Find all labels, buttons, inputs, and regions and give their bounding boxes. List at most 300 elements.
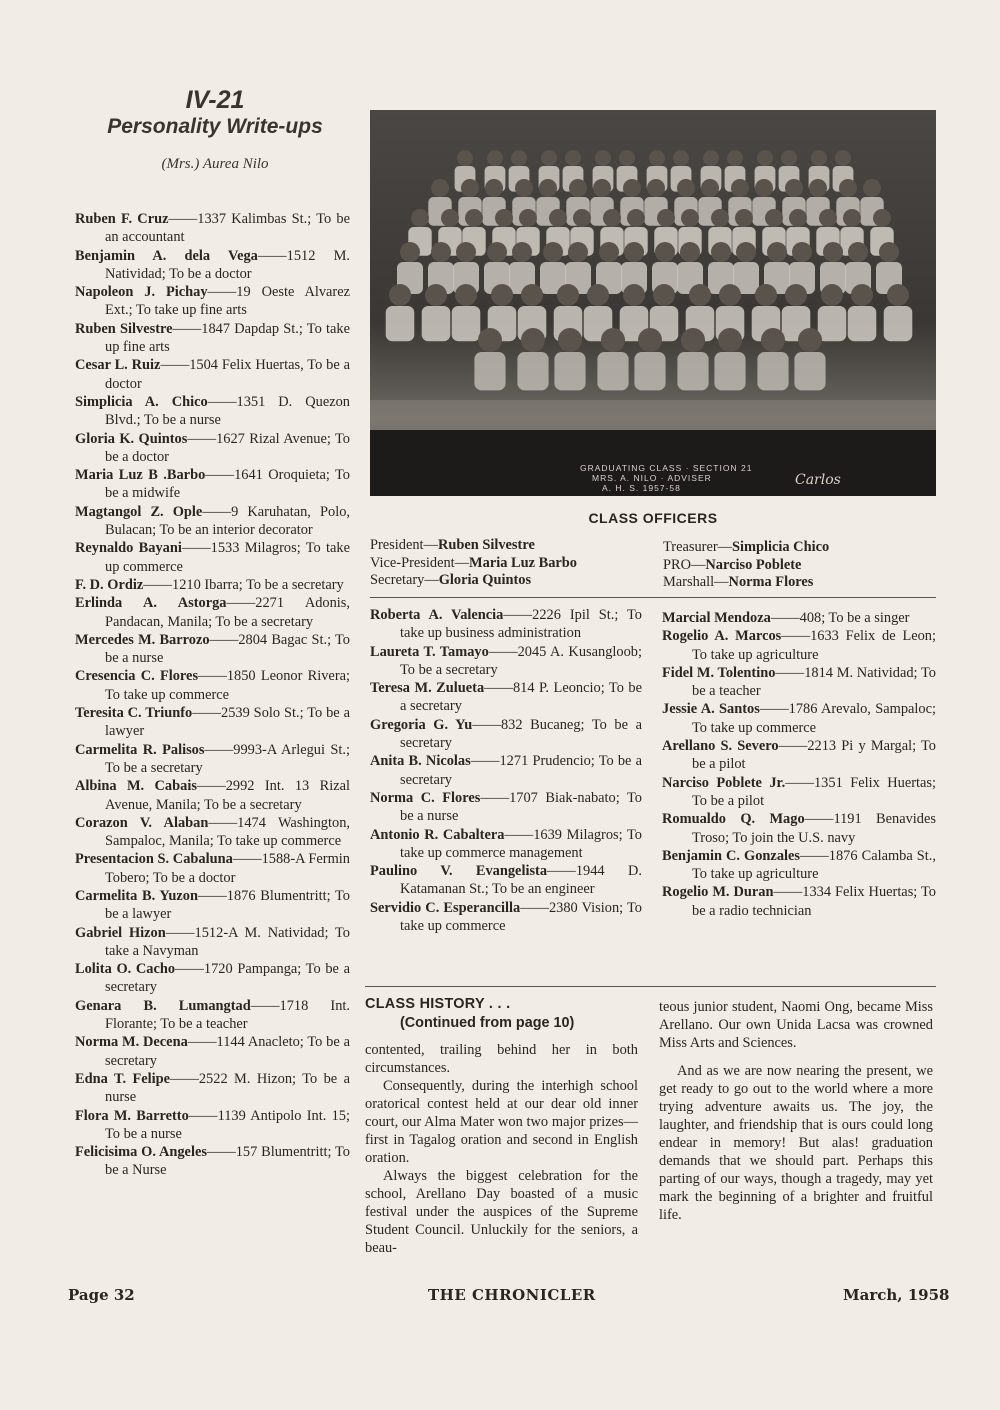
write-up-entry — [662, 700, 936, 737]
dash-separator: —— — [175, 961, 204, 978]
dash-separator: —— — [192, 705, 221, 722]
dash-separator: —— — [775, 664, 805, 681]
photo-figure-head — [851, 284, 873, 306]
photo-figure-head — [785, 179, 803, 197]
photo-figure-head — [719, 284, 741, 306]
photo-figure-head — [653, 284, 675, 306]
dash-separator: —— — [187, 430, 217, 447]
dash-separator: — — [424, 572, 439, 588]
write-up-entry — [662, 664, 936, 701]
photo-figure-head — [811, 150, 827, 166]
dash-separator: —— — [504, 826, 534, 843]
student-name: F. D. Ordiz — [75, 576, 144, 593]
photo-figure-body — [634, 352, 665, 390]
photo-figure-head — [718, 328, 742, 352]
class-photo-image — [370, 110, 936, 496]
photo-figure-head — [601, 328, 625, 352]
photo-figure-head — [456, 242, 476, 262]
student-name: Cesar L. Ruiz — [75, 357, 161, 374]
history-paragraph: teous junior student, Naomi Ong, became Miss Arellano. Our own Unida Lacsa was crowned Miss Arts and Sciences. — [659, 999, 933, 1051]
officer-role: President — [370, 537, 424, 553]
photo-figure-head — [736, 242, 756, 262]
dash-separator: —— — [547, 863, 576, 880]
photo-caption-line-3: A. H. S. 1957-58 — [602, 483, 681, 493]
student-name: Gloria K. Quintos — [75, 430, 188, 447]
student-name: Antonio R. Cabaltera — [370, 826, 505, 843]
student-name: Mercedes M. Barrozo — [75, 631, 210, 648]
dash-separator: —— — [188, 1107, 218, 1124]
photo-figure-head — [425, 284, 447, 306]
photo-figure-head — [478, 328, 502, 352]
write-up-entry — [662, 883, 936, 920]
write-up-entry — [75, 283, 350, 320]
class-history-column-1 — [365, 1041, 638, 1257]
photo-figure-head — [457, 150, 473, 166]
photo-figure-head — [599, 242, 619, 262]
dash-separator: —— — [257, 247, 287, 264]
dash-separator: —— — [250, 997, 280, 1014]
dash-separator: —— — [204, 741, 234, 758]
photo-figure-body — [422, 306, 451, 341]
photo-figure-head — [681, 328, 705, 352]
dash-separator: — — [691, 556, 706, 573]
dash-separator: —— — [198, 668, 227, 685]
photo-figure-head — [821, 284, 843, 306]
dash-separator: —— — [488, 643, 518, 660]
photo-figure-head — [521, 284, 543, 306]
dash-separator: —— — [168, 211, 198, 227]
student-name: Edna T. Felipe — [75, 1070, 171, 1087]
write-up-entry — [75, 466, 350, 503]
write-up-entry — [75, 1107, 350, 1144]
photo-figure-head — [657, 209, 675, 227]
write-up-entry — [370, 606, 642, 643]
officer-role: Vice-President — [370, 554, 455, 571]
dash-separator: —— — [206, 1144, 236, 1161]
student-name: Genara B. Lumangtad — [75, 997, 251, 1014]
photo-figure-body — [884, 306, 913, 341]
class-officers-title: CLASS OFFICERS — [588, 510, 718, 526]
photo-figure-body — [474, 352, 505, 390]
write-up-entry — [75, 960, 350, 997]
photo-figure-head — [879, 242, 899, 262]
write-up-entry — [662, 737, 936, 774]
write-up-entry — [75, 576, 350, 594]
student-details: 157 Blumentritt; To be a Nurse — [105, 1144, 351, 1179]
student-name: Maria Luz B .Barbo — [75, 467, 206, 484]
photographer-signature: Carlos — [795, 472, 841, 488]
student-details: 2539 Solo St.; To be a lawyer — [105, 705, 350, 740]
dash-separator: —— — [470, 753, 500, 770]
student-name: Ruben F. Cruz — [75, 211, 169, 227]
student-name: Paulino V. Evangelista — [370, 863, 548, 880]
history-paragraph: contented, trailing behind her in both circumstances. — [365, 1042, 638, 1076]
student-name: Lolita O. Cacho — [75, 961, 176, 978]
dash-separator: —— — [187, 1034, 217, 1051]
student-details: 2226 Ipil St.; To take up business administration — [400, 607, 642, 642]
photo-figure-head — [677, 179, 695, 197]
photo-figure-head — [649, 150, 665, 166]
student-name: Jessie A. Santos — [662, 701, 760, 718]
page-title: IV-21 — [185, 86, 245, 114]
dash-separator: —— — [778, 738, 808, 755]
photo-figure-head — [809, 179, 827, 197]
class-history-continued: (Continued from page 10) — [400, 1015, 575, 1031]
write-up-entry — [662, 774, 936, 811]
photo-figure-head — [541, 150, 557, 166]
photo-figure-head — [701, 179, 719, 197]
student-details: 1210 Ibarra; To be a secretary — [172, 576, 344, 593]
photo-figure-head — [519, 209, 537, 227]
photo-figure-head — [819, 209, 837, 227]
student-details: 2271 Adonis, Pandacan, Manila; To be a secretary — [105, 595, 350, 630]
photo-figure-body — [757, 352, 788, 390]
photo-figure-body — [714, 352, 745, 390]
student-name: Reynaldo Bayani — [75, 540, 182, 557]
dash-separator: —— — [800, 847, 829, 864]
write-up-entry — [75, 356, 350, 393]
student-details: 1847 Dapdap St.; To take up fine arts — [105, 320, 350, 356]
student-name: Rogelio A. Marcos — [662, 628, 782, 645]
write-up-entry — [370, 679, 642, 716]
photo-figure-head — [543, 242, 563, 262]
student-details: 1351 Felix Huertas; To be a pilot — [692, 774, 936, 809]
write-up-entry — [75, 320, 350, 357]
write-up-entry — [75, 814, 350, 851]
history-paragraph: And as we are now nearing the present, we get ready to go out to the world where a more trying adventure awaits us. The joy, the laughter, and friendship that is ours could long endear in memory! But alas! graduation demands that we should part. Perhaps this parting of our ways, though a tragedy, may yet mark the beginning of a brighter and fruitful life. — [659, 1063, 933, 1223]
officer-line — [370, 555, 650, 573]
photo-figure-head — [603, 209, 621, 227]
student-name: Norma M. Decena — [75, 1034, 188, 1051]
dash-separator: —— — [170, 1070, 199, 1087]
photo-figure-head — [485, 179, 503, 197]
officer-role: Secretary — [370, 572, 425, 588]
dash-separator: — — [423, 537, 438, 553]
photo-figure-body — [597, 352, 628, 390]
photo-caption-line-2: MRS. A. NILO · ADVISER — [592, 473, 712, 483]
photo-figure-head — [495, 209, 513, 227]
officer-line — [663, 539, 936, 557]
student-details: 832 Bucaneg; To be a secretary — [400, 716, 642, 752]
photo-figure-head — [521, 328, 545, 352]
student-details: 1533 Milagros; To take up commerce — [105, 540, 351, 575]
write-up-entry — [370, 716, 642, 753]
photo-figure-head — [619, 150, 635, 166]
student-details: 2522 M. Hizon; To be a nurse — [105, 1070, 350, 1106]
photo-figure-body — [517, 352, 548, 390]
photo-figure-body — [452, 306, 481, 341]
dash-separator: —— — [480, 789, 510, 806]
photo-figure-head — [873, 209, 891, 227]
class-photo — [370, 110, 936, 496]
write-up-entry — [75, 539, 350, 576]
publication-name: THE CHRONICLER — [428, 1286, 596, 1304]
student-details: 1512 M. Natividad; To be a doctor — [105, 247, 350, 282]
officer-line — [370, 572, 650, 590]
student-name: Benjamin A. dela Vega — [75, 247, 258, 264]
photo-figure-head — [727, 150, 743, 166]
photo-figure-head — [757, 150, 773, 166]
write-up-entry — [662, 627, 936, 664]
student-details: 408; To be a singer — [799, 610, 910, 626]
student-details: 1876 Calamba St., To take up agriculture — [692, 847, 936, 883]
dash-separator: —— — [202, 503, 232, 520]
issue-date: March, 1958 — [843, 1286, 950, 1304]
dash-separator: — — [454, 554, 470, 571]
student-details: 1633 Felix de Leon; To take up agriculture — [692, 628, 937, 663]
photo-figure-head — [411, 209, 429, 227]
photo-figure-head — [655, 242, 675, 262]
page-number: Page 32 — [68, 1286, 135, 1304]
student-details: 1720 Pampanga; To be a secretary — [105, 961, 350, 996]
write-up-entry — [75, 997, 350, 1034]
student-name: Servidio C. Esperancilla — [370, 899, 521, 916]
photo-figure-head — [731, 179, 749, 197]
student-name: Roberta A. Valencia — [370, 607, 504, 623]
photo-figure-body — [554, 352, 585, 390]
write-up-entry — [370, 826, 642, 863]
dash-separator: —— — [209, 631, 239, 648]
photo-figure-head — [487, 150, 503, 166]
student-name: Presentacion S. Cabaluna — [75, 851, 233, 868]
dash-separator: —— — [804, 811, 834, 828]
student-details: 2213 Pi y Margal; To be a pilot — [692, 738, 937, 773]
photo-figure-body — [677, 352, 708, 390]
student-name: Magtangol Z. Ople — [75, 503, 203, 520]
dash-separator: —— — [143, 576, 173, 593]
student-details: 1337 Kalimbas St.; To be an accountant — [105, 211, 350, 246]
dash-separator: —— — [226, 595, 256, 612]
photo-figure-head — [681, 209, 699, 227]
photo-figure-head — [638, 328, 662, 352]
write-up-entry — [75, 210, 350, 247]
photo-figure-head — [835, 150, 851, 166]
student-details: 814 P. Leoncio; To be a secretary — [400, 680, 643, 715]
dash-separator: —— — [785, 774, 814, 791]
dash-separator: —— — [165, 924, 195, 941]
dash-separator: —— — [759, 701, 789, 718]
history-paragraph: Consequently, during the interhigh school oratorical contest held at our dear old inner court, our Alma Mater won two major prizes—first in Tagalog oration and second in English oration. — [365, 1078, 638, 1166]
write-up-entry — [662, 810, 936, 847]
write-up-entry — [662, 847, 936, 884]
student-details: 1271 Prudencio; To be a secretary — [400, 753, 642, 788]
photo-caption-line-1: GRADUATING CLASS · SECTION 21 — [580, 463, 753, 473]
dash-separator: —— — [503, 607, 533, 623]
photo-figure-head — [465, 209, 483, 227]
student-details: 1786 Arevalo, Sampaloc; To take up commerce — [692, 701, 936, 736]
write-up-entry — [75, 667, 350, 704]
student-name: Teresa M. Zulueta — [370, 680, 485, 697]
photo-figure-head — [573, 209, 591, 227]
student-details: 1588-A Fermin Tobero; To be a doctor — [105, 851, 350, 886]
photo-figure-body — [386, 306, 415, 341]
student-details: 2804 Bagac St.; To be a nurse — [105, 631, 350, 667]
dash-separator: —— — [196, 778, 226, 795]
photo-figure-head — [557, 284, 579, 306]
officer-role: Treasurer — [663, 539, 718, 555]
dash-separator: —— — [205, 467, 235, 484]
photo-figure-head — [624, 242, 644, 262]
photo-figure-head — [843, 209, 861, 227]
photo-figure-head — [887, 284, 909, 306]
officers-left — [370, 537, 650, 590]
officer-name: Narciso Poblete — [705, 556, 802, 573]
student-name: Gabriel Hizon — [75, 924, 166, 941]
student-details: 1876 Blumentritt; To be a lawyer — [105, 887, 350, 923]
officers-right — [663, 539, 936, 592]
photo-figure-head — [627, 209, 645, 227]
photo-figure-head — [781, 150, 797, 166]
photo-figure-head — [647, 179, 665, 197]
photo-figure-head — [755, 284, 777, 306]
officer-role: PRO — [663, 556, 691, 573]
photo-figure-head — [848, 242, 868, 262]
dash-separator: — — [717, 539, 733, 555]
student-details: 9 Karuhatan, Polo, Bulacan; To be an interior decorator — [105, 503, 350, 539]
dash-separator: —— — [781, 628, 811, 645]
photo-figure-head — [558, 328, 582, 352]
page-subtitle: Personality Write-ups — [107, 115, 323, 138]
write-up-entry — [75, 850, 350, 887]
student-name: Marcial Mendoza — [662, 610, 771, 626]
dash-separator: — — [714, 574, 729, 590]
photo-figure-head — [569, 179, 587, 197]
officer-line — [663, 574, 936, 592]
photo-figure-head — [789, 209, 807, 227]
photo-figure-head — [568, 242, 588, 262]
history-paragraph: Always the biggest celebration for the school, Arellano Day boasted of a music festival under the auspices of the Supreme Student Council. Unluckily for the seniors, a beau- — [365, 1168, 638, 1256]
adviser-name: (Mrs.) Aurea Nilo — [161, 156, 269, 172]
photo-figure-head — [515, 179, 533, 197]
photo-figure-head — [689, 284, 711, 306]
write-up-entry — [75, 631, 350, 668]
photo-figure-head — [595, 150, 611, 166]
dash-separator: —— — [160, 357, 190, 374]
photo-figure-head — [512, 242, 532, 262]
photo-figure-head — [565, 150, 581, 166]
student-name: Simplicia A. Chico — [75, 393, 208, 410]
student-name: Cresencia C. Flores — [75, 668, 199, 685]
write-up-entry — [75, 1143, 350, 1180]
student-name: Corazon V. Alaban — [75, 814, 209, 831]
write-up-entry — [75, 1033, 350, 1070]
student-details: 1191 Benavides Troso; To join the U.S. navy — [692, 811, 936, 846]
student-name: Teresita C. Triunfo — [75, 705, 193, 722]
dash-separator: —— — [520, 899, 549, 916]
photo-figure-head — [673, 150, 689, 166]
student-details: 1351 D. Quezon Blvd.; To be a nurse — [105, 393, 350, 429]
dash-separator: —— — [207, 393, 237, 410]
officer-name: Norma Flores — [728, 574, 814, 590]
write-up-entry — [75, 741, 350, 778]
officer-name: Ruben Silvestre — [437, 537, 535, 553]
photo-figure-head — [863, 179, 881, 197]
student-details: 2992 Int. 13 Rizal Avenue, Manila; To be a secretary — [105, 778, 350, 813]
write-up-entry — [370, 899, 642, 936]
photo-figure-head — [823, 242, 843, 262]
dash-separator: —— — [472, 716, 501, 733]
photo-figure-head — [431, 179, 449, 197]
photo-figure-head — [703, 150, 719, 166]
student-details: 1627 Rizal Avenue; To be a doctor — [105, 430, 350, 465]
photo-figure-head — [511, 150, 527, 166]
photo-figure-head — [839, 179, 857, 197]
student-details: 1512-A M. Natividad; To take a Navyman — [105, 924, 350, 959]
photo-figure-body — [794, 352, 825, 390]
student-details: 1639 Milagros; To take up commerce management — [400, 826, 642, 861]
write-ups-left-column — [75, 210, 350, 1180]
write-up-entry — [75, 594, 350, 631]
officers-divider — [370, 597, 936, 598]
student-details: 9993-A Arlegui St.; To be a secretary — [105, 741, 350, 776]
student-details: 1718 Int. Florante; To be a teacher — [105, 997, 350, 1033]
student-name: Fidel M. Tolentino — [662, 664, 776, 681]
student-details: 1139 Antipolo Int. 15; To be a nurse — [105, 1107, 350, 1142]
student-name: Narciso Poblete Jr. — [662, 774, 786, 791]
student-name: Albina M. Cabais — [75, 778, 197, 795]
photo-figure-head — [735, 209, 753, 227]
student-name: Ruben Silvestre — [75, 320, 173, 337]
student-name: Felicisima O. Angeles — [75, 1144, 207, 1161]
photo-figure-head — [798, 328, 822, 352]
photo-figure-head — [623, 179, 641, 197]
student-details: 1334 Felix Huertas; To be a radio technician — [692, 884, 936, 919]
write-up-entry — [75, 1070, 350, 1107]
student-name: Gregoria G. Yu — [370, 716, 473, 733]
student-name: Arellano S. Severo — [662, 738, 779, 755]
student-name: Rogelio M. Duran — [662, 884, 774, 901]
student-details: 1944 D. Katamanan St.; To be an engineer — [400, 863, 642, 898]
student-details: 1850 Leonor Rivera; To take up commerce — [105, 668, 350, 703]
student-name: Flora M. Barretto — [75, 1107, 189, 1124]
student-name: Carmelita R. Palisos — [75, 741, 205, 758]
photo-figure-head — [587, 284, 609, 306]
photo-figure-head — [792, 242, 812, 262]
write-up-entry — [75, 430, 350, 467]
student-details: 2380 Vision; To take up commerce — [400, 899, 642, 935]
officer-name: Gloria Quintos — [438, 572, 532, 588]
student-name: Norma C. Flores — [370, 789, 481, 806]
dash-separator: —— — [484, 680, 513, 697]
write-up-entry — [370, 643, 642, 680]
photo-figure-head — [593, 179, 611, 197]
officer-role: Marshall — [663, 574, 715, 590]
student-details: 1814 M. Natividad; To be a teacher — [692, 664, 936, 700]
photo-figure-head — [400, 242, 420, 262]
dash-separator: —— — [198, 887, 227, 904]
student-details: 1504 Felix Huertas, To be a doctor — [105, 357, 350, 392]
student-details: 19 Oeste Alvarez Ext.; To take up fine arts — [105, 284, 350, 319]
write-up-entry — [75, 704, 350, 741]
student-name: Benjamin C. Gonzales — [662, 847, 800, 864]
write-ups-right-column — [662, 609, 936, 920]
photo-figure-head — [785, 284, 807, 306]
student-details: 1144 Anacleto; To be a secretary — [105, 1034, 350, 1069]
officer-name: Maria Luz Barbo — [469, 554, 577, 571]
student-details: 1474 Washington, Sampaloc, Manila; To take up commerce — [105, 814, 350, 850]
photo-figure-head — [455, 284, 477, 306]
student-name: Romualdo Q. Mago — [662, 811, 805, 828]
write-ups-middle-column — [370, 606, 642, 935]
photo-figure-body — [818, 306, 847, 341]
write-up-entry — [370, 752, 642, 789]
write-up-entry — [75, 503, 350, 540]
officer-line — [663, 557, 936, 575]
write-up-entry — [75, 924, 350, 961]
photo-figure-head — [761, 328, 785, 352]
student-name: Carmelita B. Yuzon — [75, 887, 198, 904]
student-name: Laureta T. Tamayo — [370, 643, 489, 660]
